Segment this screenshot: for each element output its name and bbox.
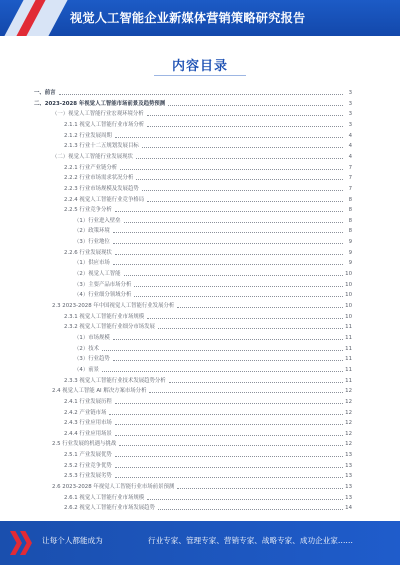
toc-entry-page-number: 8 (348, 228, 352, 235)
toc-dot-leader (109, 413, 343, 415)
toc-entry[interactable] (34, 459, 352, 470)
toc-entry-title: （1）供应市场 (74, 260, 110, 267)
toc-entry[interactable] (34, 416, 352, 427)
toc-heading: 内容目录 (171, 59, 228, 74)
toc-entry-page-number: 13 (345, 462, 352, 469)
toc-entry-title: 2.6.2 视觉人工智能行业市场发展趋势 (64, 505, 155, 512)
report-header-banner (0, 0, 400, 36)
toc-dot-leader (136, 178, 343, 180)
toc-entry-title: 2.2.3 行业市场规模及发展趋势 (64, 185, 139, 192)
toc-entry-title: 2.3 2023-2028 年中国视觉人工智能行业发展分析 (52, 303, 175, 309)
toc-dot-leader (149, 391, 343, 393)
toc-entry[interactable] (34, 448, 352, 459)
footer-slogan-left: 让每个人都能成为 (42, 536, 103, 545)
toc-dot-leader (147, 125, 343, 127)
toc-entry[interactable] (34, 395, 352, 406)
toc-entry-title: 2.3.1 视觉人工智能行业市场规模 (64, 313, 145, 320)
toc-entry-page-number: 10 (345, 271, 352, 278)
toc-entry[interactable] (34, 501, 352, 512)
toc-entry-page-number: 13 (345, 484, 352, 491)
toc-dot-leader (113, 263, 343, 265)
table-of-contents (34, 86, 352, 516)
toc-dot-leader (168, 104, 343, 106)
toc-entry-title: 2.3.2 视觉人工智能行业细分市场发展 (64, 324, 155, 331)
toc-entry-title: （2）技术 (74, 345, 99, 352)
toc-entry-page-number: 4 (348, 143, 352, 150)
toc-entry-title: （2）视觉人工智能 (74, 271, 121, 278)
toc-entry-title: 2.4 视觉人工智能 AI 解决方案市场分析 (52, 388, 147, 395)
toc-entry-title: （3）主要产品市场分析 (74, 281, 132, 288)
toc-entry[interactable] (34, 384, 352, 395)
toc-entry-page-number: 8 (348, 207, 352, 214)
toc-entry-title: 2.6.1 视觉人工智能行业市场规模 (64, 494, 145, 501)
toc-entry-title: 2.3.3 视觉人工智能行业技术发展趋势分析 (64, 377, 166, 384)
toc-entry-title: 2.5.3 行业发展劣势 (64, 473, 112, 480)
toc-entry-page-number: 12 (345, 388, 352, 395)
toc-entry-title: 2.5.2 行业竞争优势 (64, 462, 112, 469)
toc-dot-leader (136, 157, 343, 159)
toc-entry[interactable] (34, 150, 352, 161)
toc-heading-divider (154, 75, 246, 76)
toc-entry[interactable] (34, 97, 352, 108)
toc-entry-page-number: 8 (348, 196, 352, 203)
toc-entry-page-number: 4 (348, 132, 352, 139)
toc-entry-page-number: 9 (348, 260, 352, 267)
toc-entry-title: （3）行业趋势 (74, 356, 110, 363)
toc-entry-title: （2）政策环境 (74, 228, 110, 235)
toc-entry[interactable] (34, 118, 352, 129)
toc-entry[interactable] (34, 203, 352, 214)
toc-dot-leader (113, 242, 343, 244)
toc-entry-title: 2.1.3 行业十二五规划发展目标 (64, 143, 139, 150)
toc-entry-page-number: 12 (345, 398, 352, 405)
toc-dot-leader (120, 168, 343, 170)
toc-entry-page-number: 10 (345, 292, 352, 299)
toc-entry-page-number: 9 (348, 239, 352, 246)
toc-entry-title: （二）视觉人工智能行业发展现状 (52, 153, 133, 160)
toc-entry[interactable] (34, 374, 352, 385)
toc-entry-title: 2.4.1 行业发展历程 (64, 398, 112, 405)
toc-dot-leader (177, 306, 343, 308)
toc-entry[interactable] (34, 139, 352, 150)
footer-spacer (126, 533, 144, 553)
toc-dot-leader (115, 253, 343, 255)
toc-entry[interactable] (34, 182, 352, 193)
toc-entry-page-number: 13 (345, 452, 352, 459)
toc-entry-page-number: 12 (345, 409, 352, 416)
toc-entry-page-number: 10 (345, 313, 352, 320)
toc-entry[interactable] (34, 288, 352, 299)
toc-entry-page-number: 11 (345, 366, 352, 373)
toc-entry[interactable] (34, 193, 352, 204)
toc-dot-leader (169, 381, 343, 383)
toc-dot-leader (113, 338, 343, 340)
toc-entry-page-number: 4 (348, 153, 352, 160)
toc-entry[interactable] (34, 278, 352, 289)
toc-entry-title: （4）行业细分领域分析 (74, 292, 132, 299)
toc-dot-leader (147, 200, 343, 202)
toc-entry-page-number: 3 (348, 111, 352, 118)
toc-entry-page-number: 12 (345, 420, 352, 427)
toc-entry[interactable] (34, 246, 352, 257)
toc-entry-title: 2.6 2023-2028 年视觉人工智能行业市场前景预测 (52, 484, 175, 491)
toc-entry-title: 2.2.5 行业竞争分析 (64, 207, 112, 214)
toc-entry-title: 2.1.2 行业发展周期 (64, 132, 112, 139)
toc-dot-leader (115, 136, 343, 138)
toc-dot-leader (102, 349, 343, 351)
toc-dot-leader (158, 508, 343, 510)
toc-entry[interactable] (34, 171, 352, 182)
toc-dot-leader (124, 274, 343, 276)
toc-dot-leader (115, 455, 343, 457)
toc-entry-page-number: 11 (345, 377, 352, 384)
toc-dot-leader (147, 498, 343, 500)
toc-entry-page-number: 14 (345, 505, 352, 512)
report-title: 视觉人工智能企业新媒体营销策略研究报告 (70, 11, 306, 25)
toc-entry[interactable] (34, 299, 352, 310)
toc-entry-title: 2.4.4 行业应用场景 (64, 430, 112, 437)
toc-entry[interactable] (34, 129, 352, 140)
toc-dot-leader (115, 466, 343, 468)
toc-entry-title: 2.4.3 行业应用市场 (64, 420, 112, 427)
toc-dot-leader (115, 402, 343, 404)
toc-entry[interactable] (34, 310, 352, 321)
toc-entry-title: 2.5.1 产业发展优势 (64, 452, 112, 459)
toc-dot-leader (177, 487, 343, 489)
toc-entry[interactable] (34, 480, 352, 491)
toc-entry-page-number: 11 (345, 356, 352, 363)
toc-entry-title: 2.2.6 行业发展现状 (64, 249, 112, 256)
toc-dot-leader (142, 146, 343, 148)
footer-slogan-right: 行业专家、管理专家、营销专家、战略专家、成功企业家…… (148, 536, 354, 545)
toc-entry-page-number: 10 (345, 303, 352, 309)
toc-dot-leader (158, 327, 343, 329)
toc-entry-page-number: 12 (345, 441, 352, 448)
toc-dot-leader (113, 359, 343, 361)
toc-entry-title: 2.4.2 产业链市场 (64, 409, 107, 416)
toc-entry[interactable] (34, 406, 352, 417)
toc-entry-page-number: 11 (345, 334, 352, 341)
footer-banner (0, 521, 400, 565)
toc-entry-title: （1）市场规模 (74, 334, 110, 341)
toc-entry-page-number: 7 (348, 164, 352, 171)
toc-entry-title: 2.1.1 视觉人工智能行业市场分析 (64, 121, 145, 128)
toc-entry[interactable] (34, 491, 352, 502)
toc-entry[interactable] (34, 235, 352, 246)
toc-entry[interactable] (34, 363, 352, 374)
toc-entry-title: （4）前景 (74, 366, 99, 373)
toc-dot-leader (115, 210, 343, 212)
toc-entry-title: 2.2.4 视觉人工智能行业竞争格局 (64, 196, 145, 203)
toc-dot-leader (147, 114, 343, 116)
toc-dot-leader (59, 93, 343, 95)
toc-entry-page-number: 7 (348, 185, 352, 192)
toc-entry-title: 2.2.1 行业产业链分析 (64, 164, 118, 171)
toc-entry[interactable] (34, 107, 352, 118)
toc-dot-leader (124, 221, 343, 223)
toc-dot-leader (134, 295, 343, 297)
toc-entry-page-number: 7 (348, 175, 352, 182)
toc-entry[interactable] (34, 427, 352, 438)
toc-entry-title: （3）行业地位 (74, 239, 110, 246)
toc-entry-page-number: 10 (345, 281, 352, 288)
toc-entry-title: （一）视觉人工智能行业宏观环境分析 (52, 111, 144, 118)
chevron-right-icon (10, 531, 22, 555)
toc-entry-page-number: 11 (345, 345, 352, 352)
toc-entry[interactable] (34, 267, 352, 278)
toc-entry-page-number: 3 (348, 121, 352, 128)
toc-entry[interactable] (34, 352, 352, 363)
toc-entry[interactable] (34, 214, 352, 225)
toc-dot-leader (119, 444, 343, 446)
toc-entry-page-number: 11 (345, 324, 352, 331)
toc-entry-page-number: 3 (348, 100, 352, 107)
toc-entry-page-number: 9 (348, 249, 352, 256)
toc-dot-leader (115, 434, 343, 436)
toc-entry[interactable] (34, 437, 352, 448)
toc-dot-leader (113, 231, 343, 233)
toc-dot-leader (134, 285, 343, 287)
toc-entry[interactable] (34, 256, 352, 267)
toc-entry-title: 2.5 行业发展的机遇与挑战 (52, 441, 117, 448)
toc-entry-page-number: 8 (348, 217, 352, 224)
toc-entry-page-number: 3 (348, 90, 352, 96)
toc-dot-leader (115, 476, 343, 478)
toc-entry-title: 二、2023-2028 年视觉人工智能市场前景及趋势预测 (34, 100, 166, 107)
toc-entry[interactable] (34, 331, 352, 342)
toc-entry-page-number: 13 (345, 473, 352, 480)
toc-entry-title: 2.2.2 行业市场需求状况分析 (64, 175, 134, 182)
toc-dot-leader (142, 189, 343, 191)
toc-entry-page-number: 13 (345, 494, 352, 501)
toc-entry[interactable] (34, 342, 352, 353)
toc-entry[interactable] (34, 320, 352, 331)
toc-dot-leader (115, 423, 343, 425)
toc-entry[interactable] (34, 224, 352, 235)
toc-entry-page-number: 12 (345, 430, 352, 437)
toc-entry[interactable] (34, 86, 352, 97)
toc-entry-title: （1）行业进入壁垒 (74, 217, 121, 224)
toc-entry[interactable] (34, 469, 352, 480)
toc-entry[interactable] (34, 161, 352, 172)
toc-dot-leader (102, 370, 343, 372)
toc-dot-leader (147, 317, 343, 319)
toc-entry-title: 一、前言 (34, 90, 56, 96)
